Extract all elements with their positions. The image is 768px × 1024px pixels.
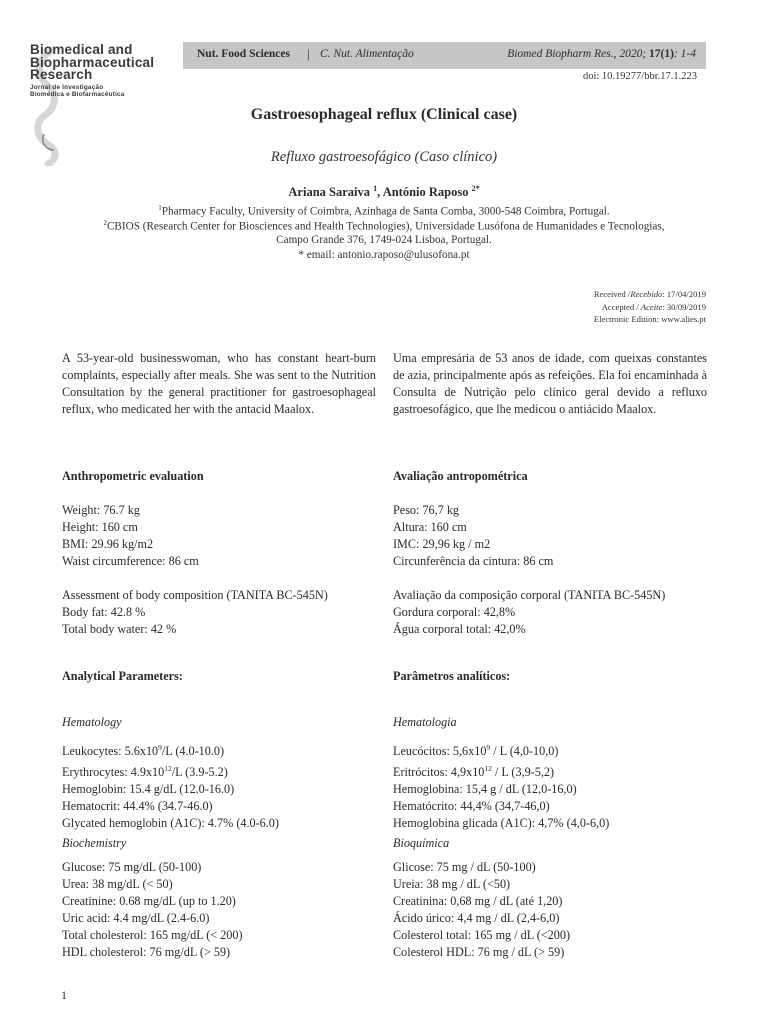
body-composition-list (393, 587, 707, 638)
logo-line: Biomedical and (30, 42, 133, 57)
list-item: Total body water: 42 % (62, 622, 177, 636)
list-item: Ureia: 38 mg / dL (<50) (393, 877, 511, 891)
hematology-list (62, 739, 376, 832)
affiliation-continued: Campo Grande 376, 1749-024 Lisboa, Portugal. (276, 234, 492, 246)
anthropometric-list (62, 502, 376, 570)
list-item: Gordura corporal: 42,8% (393, 605, 516, 619)
list-item: Hemoglobin: 15.4 g/dL (12.0-16.0) (62, 782, 235, 797)
list-item: Creatinina: 0,68 mg / dL (até 1,20) (393, 894, 563, 908)
list-item: Body fat: 42.8 % (62, 605, 146, 619)
author-name: António Raposo (382, 185, 472, 200)
article-subtitle: Refluxo gastroesofágico (Caso clínico) (270, 149, 498, 165)
subheading-biochemistry: Biochemistry (62, 836, 127, 850)
received-value: : 17/04/2019 (662, 289, 706, 299)
author-name: Ariana Saraiva (288, 185, 374, 200)
article-title: Gastroesophageal reflux (Clinical case) (250, 106, 518, 123)
list-item: Água corporal total: 42,0% (393, 622, 526, 636)
list-item: BMI: 29.96 kg/m2 (62, 537, 154, 551)
page-number: 1 (61, 988, 67, 1002)
leukocytes-text: Leucócitos: 5,6x10 (393, 744, 487, 759)
exponent: 9 (158, 743, 162, 752)
case-intro: A 53-year-old businesswoman, who has constant heart-burn complaints, especially after meals. She was sent to the Nutrition Consultation by the general practitioner for gastroesophageal reflux, who medicated her with the antacid Maalox. (62, 351, 376, 416)
citation-issue: (1) (660, 48, 674, 60)
leukocytes-range: /L (4.0-10.0) (161, 744, 225, 759)
logo-line: Biopharmaceutical (30, 54, 155, 70)
list-item: IMC: 29,96 kg / m2 (393, 537, 491, 551)
subheading-biochemistry: Bioquímica (393, 836, 450, 850)
subheading-hematology: Hematology (62, 715, 122, 729)
received-date (594, 288, 706, 301)
citation-year: 2020; (616, 48, 650, 60)
list-item: Urea: 38 mg/dL (< 50) (62, 877, 173, 891)
anthropometric-list (393, 502, 707, 570)
list-item: Altura: 160 cm (393, 520, 467, 534)
logo-line: Research (30, 67, 93, 82)
erythrocytes-text: Eritrócitos: 4,9x10 (393, 765, 485, 780)
exponent: 12 (484, 764, 492, 774)
list-item: Hemoglobina: 15,4 g / dL (12,0-16,0) (393, 782, 577, 797)
list-item: Uric acid: 4.4 mg/dL (2.4-6.0) (62, 911, 210, 925)
accepted-date (594, 301, 706, 314)
article-dates (594, 288, 706, 326)
list-item: Assessment of body composition (TANITA BC-545N) (62, 588, 328, 602)
list-item: Hematócrito: 44,4% (34,7-46,0) (393, 799, 550, 814)
case-intro: Uma empresária de 53 anos de idade, com queixas constantes de azia, principalmente após as refeições. Ela foi encaminhada à Consulta de Nutrição pelo clínico geral devido a refluxo gastroesofágico, que lhe medicou o antiácido Maalox. (393, 351, 707, 416)
erythrocytes-range: /L (3.9-5.2) (171, 765, 228, 780)
list-item: Peso: 76,7 kg (393, 503, 460, 517)
biochemistry-list (62, 859, 376, 961)
section-heading-anthropometric: Avaliação antropométrica (393, 469, 528, 483)
affiliation (0, 204, 768, 218)
body-composition-list (62, 587, 376, 638)
erythrocytes-text: Erythrocytes: 4.9x10 (62, 765, 165, 780)
list-item: Avaliação da composição corporal (TANITA BC-545N) (393, 588, 666, 602)
list-item: Hematocrit: 44.4% (34.7-46.0) (62, 799, 213, 814)
citation-pages: : 1-4 (673, 48, 696, 60)
affiliation (0, 219, 768, 233)
affil-text: CBIOS (Research Center for Biosciences and Health Technologies), Universidade Lusófona de Humanidades e Tecnologias, (106, 220, 665, 233)
header-separator: | (307, 46, 310, 61)
biochemistry-list (393, 859, 707, 961)
list-item (393, 760, 707, 781)
section-heading-anthropometric: Anthropometric evaluation (62, 469, 204, 483)
logo-subtitle-line: Jornal de Investigação (30, 83, 104, 91)
exponent: 12 (164, 764, 172, 774)
list-item: Glucose: 75 mg/dL (50-100) (62, 860, 202, 874)
section-name: Nut. Food Sciences (197, 48, 290, 60)
list-item: Height: 160 cm (62, 520, 138, 534)
list-item: Weight: 76.7 kg (62, 503, 140, 517)
electronic-edition: Electronic Edition: www.alies.pt (593, 314, 706, 325)
authors (0, 184, 768, 200)
list-item: HDL cholesterol: 76 mg/dL (> 59) (62, 945, 231, 959)
list-item: Ácido úrico: 4,4 mg / dL (2,4-6,0) (393, 911, 560, 925)
journal-header-bar (183, 42, 706, 69)
list-item: Waist circumference: 86 cm (62, 554, 199, 568)
list-item (62, 739, 376, 760)
affil-mark: 1 (158, 204, 162, 212)
accepted-label: Accepted / (601, 301, 641, 312)
citation (507, 48, 696, 60)
received-label: Received / (593, 289, 631, 299)
received-label-pt: Recebido (630, 289, 663, 299)
author-affil-mark: 2* (471, 184, 480, 193)
section-abbreviation: C. Nut. Alimentação (320, 48, 414, 60)
author-separator: , (377, 185, 383, 200)
subheading-hematology: Hematologia (393, 715, 457, 729)
list-item: Circunferência da cintura: 86 cm (393, 554, 554, 568)
exponent: 9 (486, 743, 491, 752)
affil-mark: 2 (103, 219, 107, 227)
journal-logo (30, 44, 154, 98)
section-heading-analytical: Parâmetros analíticos: (393, 669, 511, 683)
list-item: Colesterol HDL: 76 mg / dL (> 59) (393, 945, 565, 959)
citation-journal: Biomed Biopharm Res., (507, 48, 617, 60)
logo-subtitle-line: Biomédica e Biofarmacêutica (30, 90, 125, 98)
doi[interactable]: doi: 10.19277/bbr.17.1.223 (582, 71, 697, 82)
section-heading-analytical: Analytical Parameters: (62, 669, 183, 683)
corresponding-email[interactable]: * email: antonio.raposo@ulusofona.pt (298, 249, 470, 261)
erythrocytes-range: / L (3,9-5,2) (491, 765, 555, 780)
author-affil-mark: 1 (373, 184, 378, 193)
leukocytes-text: Leukocytes: 5.6x10 (62, 744, 159, 759)
list-item: Colesterol total: 165 mg / dL (<200) (393, 928, 571, 942)
logo-subtitle (30, 84, 154, 98)
accepted-label-pt: Aceite (640, 301, 663, 312)
list-item (62, 760, 376, 781)
citation-volume: 17 (649, 48, 661, 60)
list-item (393, 739, 707, 760)
list-item: Glicose: 75 mg / dL (50-100) (393, 860, 536, 874)
hematology-list (393, 739, 707, 832)
accepted-value: : 30/09/2019 (662, 301, 706, 312)
affil-text: Pharmacy Faculty, University of Coimbra, Azinhaga de Santa Comba, 3000-548 Coimbra, Portugal. (161, 205, 610, 218)
list-item: Creatinine: 0.68 mg/dL (up to 1.20) (62, 894, 236, 908)
list-item: Total cholesterol: 165 mg/dL (< 200) (62, 928, 243, 942)
leukocytes-range: / L (4,0-10,0) (490, 744, 559, 759)
list-item: Glycated hemoglobin (A1C): 4.7% (4.0-6.0) (62, 816, 279, 831)
list-item: Hemoglobina glicada (A1C): 4,7% (4,0-6,0) (393, 816, 610, 831)
